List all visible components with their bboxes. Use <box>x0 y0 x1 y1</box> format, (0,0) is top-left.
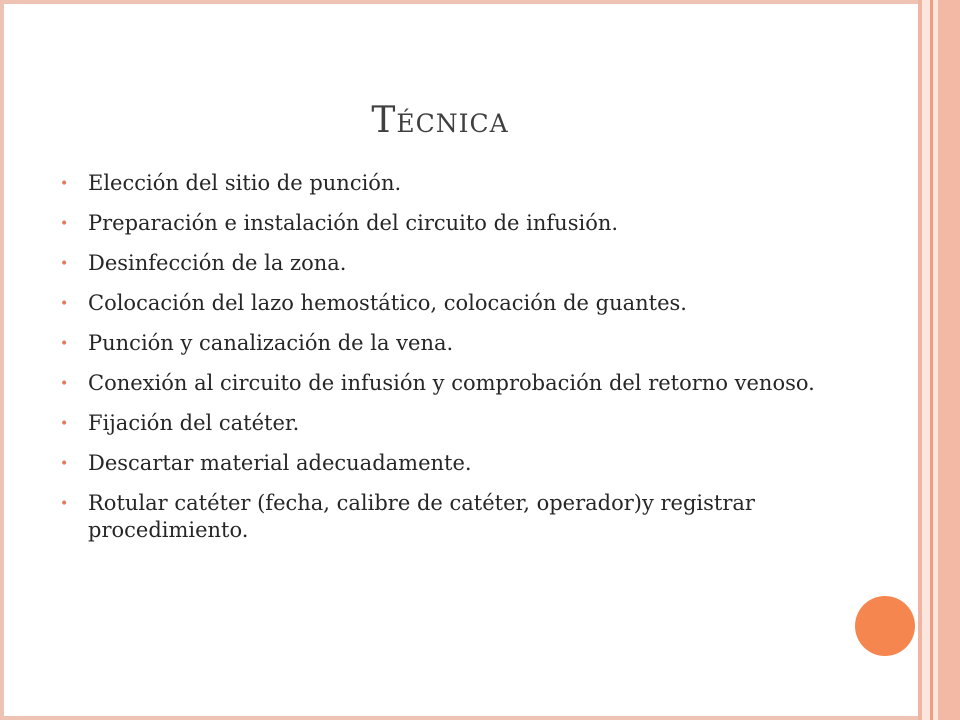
bullet-dot-icon: • <box>60 216 69 232</box>
bullet-text: Punción y canalización de la vena. <box>88 331 454 355</box>
slide-border-bottom <box>0 716 920 720</box>
bullet-item <box>58 290 838 317</box>
decorative-stripe <box>922 0 930 720</box>
bullet-item <box>58 330 838 357</box>
bullet-dot-icon: • <box>60 336 69 352</box>
bullet-dot-icon: • <box>60 496 69 512</box>
bullet-item <box>58 370 838 397</box>
bullet-item <box>58 490 838 544</box>
bullet-text: Desinfección de la zona. <box>88 251 347 275</box>
bullet-text: Conexión al circuito de infusión y comprobación del retorno venoso. <box>88 371 815 395</box>
bullet-item <box>58 250 838 277</box>
decorative-circle <box>855 596 915 656</box>
bullet-text: Descartar material adecuadamente. <box>88 451 472 475</box>
bullet-item <box>58 410 838 437</box>
bullet-dot-icon: • <box>60 376 69 392</box>
bullet-item <box>58 450 838 477</box>
bullet-dot-icon: • <box>60 176 69 192</box>
bullet-text: Elección del sitio de punción. <box>88 171 402 195</box>
decorative-stripe <box>938 0 960 720</box>
bullet-item <box>58 210 838 237</box>
bullet-text: Rotular catéter (fecha, calibre de catéter, operador)y registrar procedimiento. <box>88 491 755 542</box>
slide-border-top <box>0 0 920 4</box>
bullet-list <box>58 170 838 557</box>
bullet-dot-icon: • <box>60 256 69 272</box>
bullet-dot-icon: • <box>60 456 69 472</box>
bullet-text: Fijación del catéter. <box>88 411 300 435</box>
slide-title: Técnica <box>371 100 509 141</box>
bullet-text: Colocación del lazo hemostático, colocación de guantes. <box>88 291 687 315</box>
bullet-text: Preparación e instalación del circuito de infusión. <box>88 211 619 235</box>
bullet-dot-icon: • <box>60 296 69 312</box>
bullet-dot-icon: • <box>60 416 69 432</box>
bullet-item <box>58 170 838 197</box>
